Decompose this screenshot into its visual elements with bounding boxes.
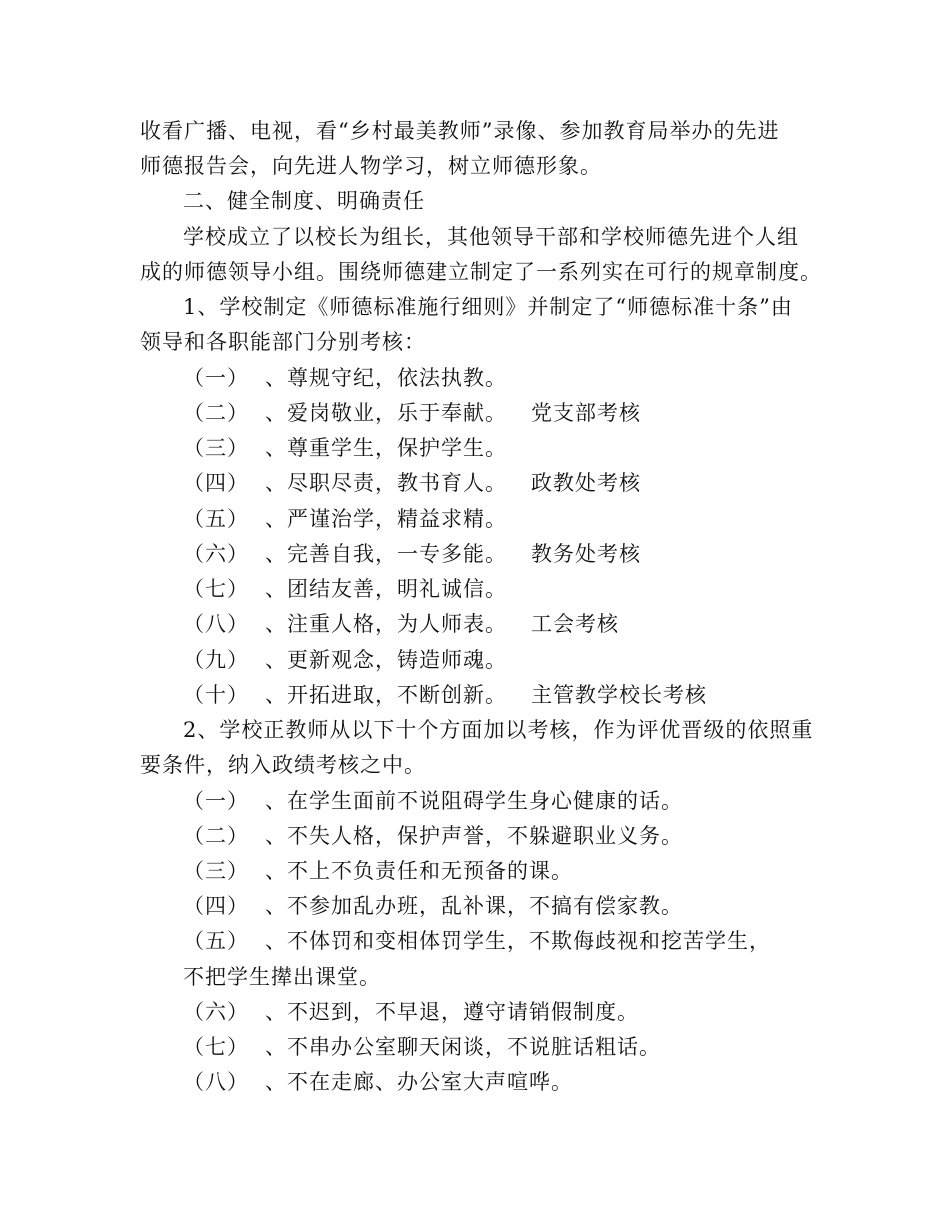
paragraph-line: 成的师德领导小组。围绕师德建立制定了一系列实在可行的规章制度。 — [140, 260, 822, 284]
list-item-number: （六） — [183, 542, 249, 566]
list-item-text: 、不串办公室聊天闲谈，不说脏话粗话。 — [265, 1035, 661, 1059]
list-item-text: 、在学生面前不说阻碍学生身心健康的话。 — [265, 789, 683, 813]
list-item — [183, 540, 641, 568]
list-item-text: 、不参加乱办班，乱补课，不搞有偿家教。 — [265, 894, 683, 918]
list-item-text: 、尊重学生，保护学生。 — [265, 436, 507, 460]
list-item-text: 、爱岗敬业，乐于奉献。 — [265, 401, 507, 425]
list-item-text: 、不迟到，不早退，遵守请销假制度。 — [265, 1000, 639, 1024]
list-item — [183, 1033, 661, 1061]
list-item — [183, 998, 639, 1026]
list-item-number: （五） — [183, 929, 249, 953]
list-item-number: （八） — [183, 612, 249, 636]
list-item-text: 、不在走廊、办公室大声喧哗。 — [265, 1070, 573, 1094]
section-heading: 二、健全制度、明确责任 — [183, 189, 425, 213]
list-item — [183, 927, 771, 955]
list-item-text: 、开拓进取，不断创新。 — [265, 683, 507, 707]
list-item-text: 、不上不负责任和无预备的课。 — [265, 859, 573, 883]
list-item-number: （一） — [183, 789, 249, 813]
list-item — [183, 364, 507, 392]
paragraph-line: 收看广播、电视，看“乡村最美教师”录像、参加教育局举办的先进 — [140, 119, 780, 143]
paragraph-line: 1、学校制定《师德标准施行细则》并制定了“师德标准十条”由 — [183, 295, 793, 319]
list-item-text: 、团结友善，明礼诚信。 — [265, 577, 507, 601]
list-item-text: 、更新观念，铸造师魂。 — [265, 648, 507, 672]
list-item — [183, 646, 507, 674]
list-item-number: （六） — [183, 1000, 249, 1024]
list-item-number: （四） — [183, 471, 249, 495]
list-item-number: （九） — [183, 648, 249, 672]
assessor-label: 工会考核 — [531, 612, 619, 636]
list-item-text: 、完善自我，一专多能。 — [265, 542, 507, 566]
list-item — [183, 434, 507, 462]
paragraph-line: 不把学生撵出课堂。 — [183, 965, 381, 989]
list-item — [183, 505, 507, 533]
list-item — [183, 787, 683, 815]
list-item-number: （七） — [183, 1035, 249, 1059]
list-item-number: （三） — [183, 859, 249, 883]
list-item — [183, 1068, 573, 1096]
list-item-number: （二） — [183, 824, 249, 848]
list-item-text: 、不失人格，保护声誉，不躲避职业义务。 — [265, 824, 683, 848]
paragraph-line: 领导和各职能部门分别考核： — [140, 330, 426, 354]
list-item-text: 、尽职尽责，教书育人。 — [265, 471, 507, 495]
list-item — [183, 857, 573, 885]
list-item-text: 、严谨治学，精益求精。 — [265, 507, 507, 531]
list-item-number: （四） — [183, 894, 249, 918]
list-item-number: （十） — [183, 683, 249, 707]
list-item — [183, 892, 683, 920]
paragraph-line: 要条件，纳入政绩考核之中。 — [140, 753, 426, 777]
assessor-label: 教务处考核 — [531, 542, 641, 566]
paragraph-line: 师德报告会，向先进人物学习，树立师德形象。 — [140, 154, 602, 178]
assessor-label: 党支部考核 — [531, 401, 641, 425]
assessor-label: 主管教学校长考核 — [531, 683, 707, 707]
list-item — [183, 681, 707, 709]
paragraph-line: 2、学校正教师从以下十个方面加以考核，作为评优晋级的依照重 — [183, 718, 814, 742]
list-item-number: （八） — [183, 1070, 249, 1094]
paragraph-line: 学校成立了以校长为组长，其他领导干部和学校师德先进个人组 — [183, 225, 799, 249]
list-item-number: （一） — [183, 366, 249, 390]
list-item-text: 、尊规守纪，依法执教。 — [265, 366, 507, 390]
list-item-text: 、不体罚和变相体罚学生，不欺侮歧视和挖苦学生， — [265, 929, 771, 953]
list-item-text: 、注重人格，为人师表。 — [265, 612, 507, 636]
list-item — [183, 399, 641, 427]
list-item-number: （三） — [183, 436, 249, 460]
list-item-number: （五） — [183, 507, 249, 531]
list-item-number: （七） — [183, 577, 249, 601]
list-item-number: （二） — [183, 401, 249, 425]
list-item — [183, 610, 619, 638]
list-item — [183, 822, 683, 850]
list-item — [183, 469, 641, 497]
list-item — [183, 575, 507, 603]
assessor-label: 政教处考核 — [531, 471, 641, 495]
